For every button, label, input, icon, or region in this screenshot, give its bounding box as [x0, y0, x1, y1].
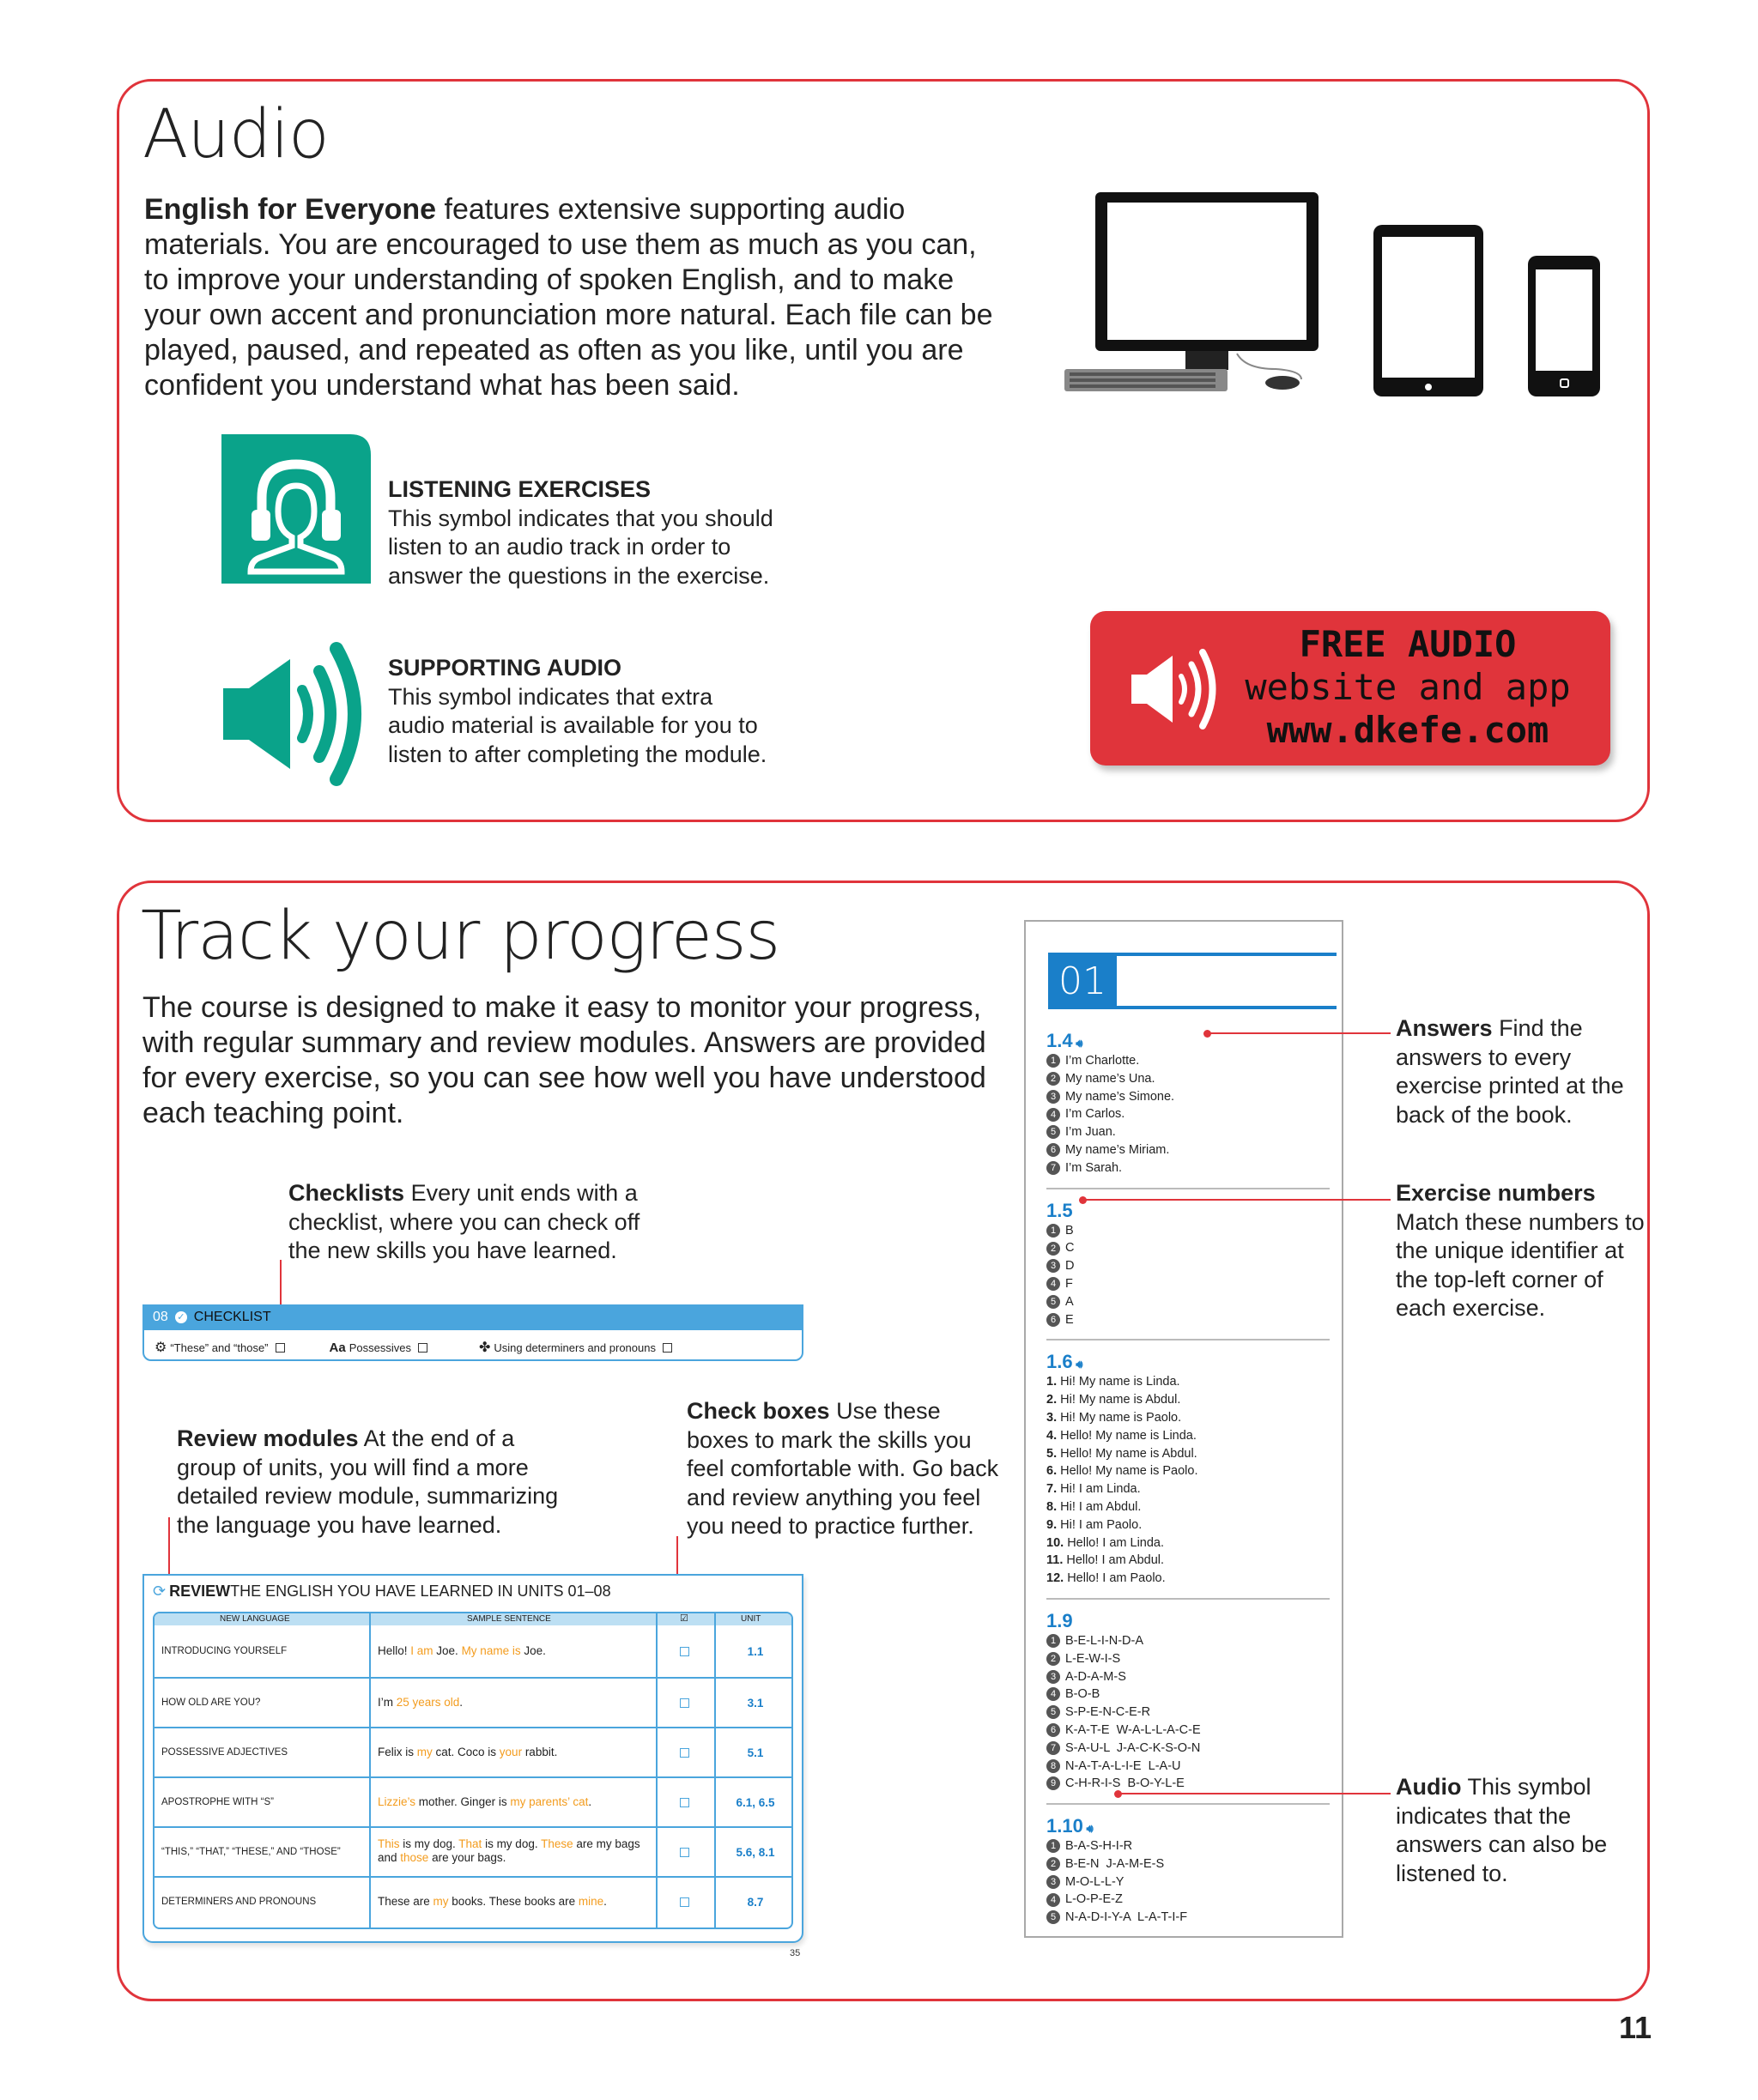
answer-number: 5 [1046, 1295, 1060, 1309]
answer-line [1046, 1891, 1330, 1909]
review-language-cell: DETERMINERS AND PRONOUNS [161, 1897, 317, 1907]
answers-unit-header [1048, 953, 1337, 1009]
answer-text: S-P-E-N-C-E-R [1065, 1705, 1151, 1720]
supporting-text: This symbol indicates that extra audio material is available for you to listen to after completing the module. [388, 683, 767, 767]
answers-text: Find the answers to every exercise printed at the back of the book. [1396, 1015, 1624, 1128]
answer-text: Hi! I am Linda. [1060, 1482, 1141, 1497]
answer-line [1046, 1516, 1330, 1534]
review-checkbox[interactable] [680, 1647, 689, 1656]
answer-number: 7 [1046, 1161, 1060, 1175]
answer-number: 12. [1046, 1571, 1068, 1586]
answer-number: 5 [1046, 1125, 1060, 1139]
answer-number: 6 [1046, 1313, 1060, 1327]
highlight-text: those [400, 1851, 429, 1864]
answers-pointer [1209, 1032, 1391, 1034]
review-unit-cell: 3.1 [747, 1696, 764, 1710]
checklists-text: Every unit ends with a checklist, where you can check off the new skills you have learned. [288, 1180, 640, 1263]
checklist-item-1: “These” and “those” [170, 1340, 269, 1354]
review-checkbox[interactable] [680, 1698, 689, 1708]
review-title-bold: REVIEW [169, 1583, 231, 1600]
answer-number: 7 [1046, 1741, 1060, 1755]
answer-line [1046, 1159, 1330, 1177]
exercise-id: 1.4 [1046, 1030, 1073, 1051]
sentence-text: Hello! [378, 1644, 411, 1657]
answer-text: My name’s Simone. [1065, 1089, 1175, 1104]
answer-text: Hello! My name is Paolo. [1060, 1464, 1198, 1479]
highlight-text: 25 years old [396, 1696, 460, 1709]
exercise-id: 1.9 [1046, 1609, 1073, 1631]
gears-icon: ⚙ [155, 1340, 167, 1355]
review-unit-cell: 6.1, 6.5 [736, 1795, 775, 1809]
answer-number: 8. [1046, 1499, 1061, 1514]
answer-line [1046, 1873, 1330, 1891]
answer-line [1046, 1293, 1330, 1311]
sentence-text: . [459, 1696, 464, 1709]
sentence-text: are your bags. [428, 1851, 506, 1864]
supporting-block [388, 654, 774, 769]
highlight-text: Lizzie’s [378, 1795, 416, 1808]
answer-number: 2 [1046, 1242, 1060, 1256]
sentence-text: I’m [378, 1696, 397, 1709]
answer-line [1046, 1052, 1330, 1070]
speaker-icon: 🔊︎ [1082, 1822, 1094, 1836]
answer-text: Hello! I am Abdul. [1066, 1553, 1165, 1568]
highlight-text: My name is [461, 1644, 521, 1657]
sentence-text: mother. Ginger is [415, 1795, 511, 1808]
review-sentence-cell [378, 1878, 651, 1926]
answer-text: L-E-W-I-S [1065, 1651, 1121, 1666]
answer-text: My name’s Miriam. [1065, 1142, 1170, 1157]
audio-intro-bold: English for Everyone [144, 193, 437, 226]
answer-section [1046, 1815, 1330, 1937]
checklists-caption [288, 1179, 649, 1266]
answer-number: 10. [1046, 1535, 1068, 1550]
review-unit-cell: 8.7 [747, 1895, 764, 1909]
answer-number: 1 [1046, 1839, 1060, 1853]
free-audio-line2: website and app [1245, 666, 1571, 708]
listening-text: This symbol indicates that you should listen to an audio track in order to answer the questions in the exercise. [388, 505, 773, 589]
answer-line [1046, 1427, 1330, 1445]
exercise-id: 1.5 [1046, 1199, 1073, 1221]
answer-text: I’m Sarah. [1065, 1160, 1123, 1175]
answer-number: 3. [1046, 1410, 1061, 1425]
answer-line [1046, 1668, 1330, 1686]
answer-number: 11. [1046, 1553, 1067, 1568]
answer-text: Hi! I am Paolo. [1060, 1517, 1143, 1532]
answer-number: 5. [1046, 1446, 1061, 1461]
answer-text: E [1065, 1312, 1074, 1327]
answer-text: I’m Charlotte. [1065, 1054, 1140, 1068]
answer-section [1046, 1030, 1330, 1189]
answer-number: 5 [1046, 1705, 1060, 1719]
answer-number: 3 [1046, 1875, 1060, 1889]
review-sentence-cell [378, 1679, 651, 1727]
answer-number: 6 [1046, 1143, 1060, 1157]
sentence-text: Joe. [520, 1644, 546, 1657]
answer-line [1046, 1552, 1330, 1570]
audio-intro [144, 192, 1003, 403]
answers-caption [1396, 1014, 1645, 1129]
review-check-cell [680, 1828, 697, 1876]
answers-sections [1046, 1030, 1330, 1947]
answer-text: N-A-T-A-L-I-E L-A-U [1065, 1758, 1181, 1773]
sentence-text: . [588, 1795, 592, 1808]
check-circle-icon: ✓ [175, 1311, 187, 1323]
review-language-cell: INTRODUCING YOURSELF [161, 1646, 288, 1656]
answer-text: Hello! My name is Abdul. [1060, 1446, 1197, 1461]
checkboxes-bold: Check boxes [687, 1398, 830, 1424]
answer-text: S-A-U-L J-A-C-K-S-O-N [1065, 1740, 1201, 1755]
review-unit-cell: 5.6, 8.1 [736, 1845, 775, 1859]
answer-line [1046, 1570, 1330, 1588]
answer-section [1046, 1610, 1330, 1805]
review-title [153, 1583, 611, 1601]
answer-text: M-O-L-L-Y [1065, 1874, 1125, 1889]
sentence-text: Felix is [378, 1746, 417, 1758]
checklist-bar [142, 1304, 803, 1361]
review-table-row [155, 1876, 793, 1924]
answer-line [1046, 1650, 1330, 1668]
audio-pointer [1119, 1793, 1391, 1794]
exnum-bold: Exercise numbers [1396, 1180, 1596, 1206]
answer-number: 7. [1046, 1482, 1061, 1497]
answer-line [1046, 1409, 1330, 1427]
answer-line [1046, 1855, 1330, 1873]
answer-number: 2 [1046, 1652, 1060, 1666]
checklist-items [155, 1339, 790, 1356]
answer-number: 1 [1046, 1224, 1060, 1238]
highlight-text: These [541, 1837, 573, 1850]
speaker-icon [1130, 642, 1224, 736]
review-checkbox[interactable] [680, 1897, 689, 1907]
speaker-icon [221, 638, 376, 790]
headphones-icon [221, 434, 371, 584]
answer-line [1046, 1088, 1330, 1106]
review-sentence-cell [378, 1728, 651, 1776]
answer-text: Hello! My name is Linda. [1060, 1428, 1197, 1443]
review-unit-cell: 5.1 [747, 1746, 764, 1759]
answer-text: A-D-A-M-S [1065, 1669, 1126, 1684]
highlight-text: This [378, 1837, 400, 1850]
col-header-sentence: SAMPLE SENTENCE [467, 1614, 551, 1624]
answer-number: 4 [1046, 1277, 1060, 1291]
review-checkbox[interactable] [680, 1748, 689, 1758]
review-language-cell: APOSTROPHE WITH “S” [161, 1797, 274, 1807]
answer-text: N-A-D-I-Y-A L-A-T-I-F [1065, 1910, 1188, 1925]
answer-line [1046, 1758, 1330, 1776]
highlight-text: mine [578, 1895, 604, 1908]
audio-symbol-text: This symbol indicates that the answers can also be listened to. [1396, 1774, 1608, 1886]
review-sentence-cell [378, 1778, 651, 1826]
answer-number: 1 [1046, 1054, 1060, 1068]
answer-text: C [1065, 1241, 1075, 1256]
answer-text: B-O-B [1065, 1687, 1100, 1702]
col-header-check-icon: ☑ [680, 1613, 688, 1624]
answer-line [1046, 1722, 1330, 1740]
exercise-number [1046, 1610, 1330, 1632]
checklist-label: CHECKLIST [193, 1310, 271, 1324]
highlight-text: my parents’ cat [510, 1795, 589, 1808]
answer-number: 4 [1046, 1687, 1060, 1701]
answer-line [1046, 1070, 1330, 1088]
speaker-icon: 🔊︎ [1072, 1358, 1083, 1371]
highlight-text: I am [410, 1644, 433, 1657]
answer-line [1046, 1239, 1330, 1257]
answer-text: Hello! I am Linda. [1067, 1535, 1165, 1550]
free-audio-line1: FREE AUDIO [1299, 623, 1517, 665]
highlight-text: your [499, 1746, 523, 1758]
review-unit-cell: 1.1 [747, 1644, 764, 1658]
answer-line [1046, 1275, 1330, 1293]
checklist-item-2: Possessives [349, 1340, 411, 1354]
checklist-checkbox-2[interactable] [418, 1343, 427, 1353]
checklist-item-3: Using determiners and pronouns [494, 1340, 656, 1354]
answer-line [1046, 1257, 1330, 1275]
answer-line [1046, 1775, 1330, 1793]
puzzle-icon: ✤ [478, 1340, 491, 1355]
sentence-text: is my dog. [482, 1837, 542, 1850]
review-caption [177, 1425, 572, 1540]
answer-number: 2 [1046, 1857, 1060, 1871]
progress-title: Track your progress [141, 898, 780, 975]
free-audio-badge[interactable] [1090, 611, 1610, 766]
review-check-cell [680, 1878, 697, 1926]
answer-section [1046, 1200, 1330, 1341]
answers-bold: Answers [1396, 1015, 1493, 1041]
highlight-text: my [433, 1895, 449, 1908]
answer-line [1046, 1909, 1330, 1927]
answer-number: 6. [1046, 1464, 1061, 1479]
review-language-cell: HOW OLD ARE YOU? [161, 1698, 261, 1708]
review-col-headers [155, 1613, 793, 1625]
answer-number: 8 [1046, 1759, 1060, 1773]
free-audio-line3: www.dkefe.com [1266, 709, 1549, 751]
answer-number: 9. [1046, 1517, 1061, 1532]
sentence-text: . [603, 1895, 607, 1908]
col-header-language: NEW LANGUAGE [220, 1614, 290, 1624]
answer-text: B-E-L-I-N-D-A [1065, 1633, 1144, 1648]
exercise-id: 1.10 [1046, 1815, 1083, 1837]
answer-number: 3 [1046, 1090, 1060, 1104]
answer-number: 4. [1046, 1428, 1061, 1443]
answer-line [1046, 1105, 1330, 1123]
answer-text: I’m Juan. [1065, 1125, 1116, 1140]
answers-unit-box [1048, 953, 1117, 1009]
answer-text: Hi! My name is Linda. [1060, 1375, 1180, 1389]
checklist-number: 08 [153, 1310, 168, 1324]
answers-unit-bottom-rule [1048, 1006, 1337, 1009]
sentence-text: rabbit. [522, 1746, 558, 1758]
answer-line [1046, 1373, 1330, 1391]
highlight-text: my [416, 1746, 433, 1758]
review-bold: Review modules [177, 1425, 359, 1451]
checklist-header [142, 1304, 803, 1330]
answer-line [1046, 1837, 1330, 1855]
answer-text: C-H-R-I-S B-O-Y-L-E [1065, 1776, 1185, 1791]
progress-intro: The course is designed to make it easy to monitor your progress, with regular summary and review modules. Answers are provided for every exercise, so you can see how well you have understood each teaching point. [142, 991, 986, 1129]
answer-line [1046, 1480, 1330, 1498]
listening-title: LISTENING EXERCISES [388, 476, 652, 502]
exnum-text: Match these numbers to the unique identifier at the top-left corner of each exercise. [1396, 1208, 1645, 1321]
answer-text: D [1065, 1259, 1075, 1274]
answer-number: 4 [1046, 1893, 1060, 1907]
review-table-row [155, 1627, 793, 1675]
review-cycle-icon: ⟳ [153, 1583, 167, 1600]
answer-line [1046, 1141, 1330, 1159]
answer-line [1046, 1222, 1330, 1240]
answer-number: 1. [1046, 1375, 1061, 1389]
review-check-cell [680, 1679, 697, 1727]
answer-text: B-E-N J-A-M-E-S [1065, 1856, 1165, 1871]
answer-text: F [1065, 1276, 1073, 1291]
answer-text: K-A-T-E W-A-L-L-A-C-E [1065, 1722, 1201, 1737]
review-text: At the end of a group of units, you will find a more detailed review module, summarizing the language you have learned. [177, 1425, 559, 1538]
answer-section [1046, 1351, 1330, 1600]
exercise-number [1046, 1351, 1330, 1373]
checklist-checkbox-3[interactable] [663, 1343, 672, 1353]
sentence-text: cat. Coco is [432, 1746, 500, 1758]
audio-title: Audio [142, 96, 329, 173]
speaker-icon: 🔊︎ [1072, 1037, 1083, 1050]
review-table [142, 1574, 803, 1958]
review-title-rest: THE ENGLISH YOU HAVE LEARNED IN UNITS 01–08 [230, 1583, 611, 1600]
listening-block [388, 475, 774, 590]
review-page-number: 35 [790, 1948, 801, 1958]
answer-line [1046, 1311, 1330, 1329]
answer-text: Hi! My name is Abdul. [1060, 1393, 1181, 1407]
review-language-cell: POSSESSIVE ADJECTIVES [161, 1747, 288, 1758]
answer-number: 3 [1046, 1259, 1060, 1273]
free-audio-text [1228, 623, 1588, 752]
answer-text: A [1065, 1294, 1074, 1309]
review-table-row [155, 1826, 793, 1874]
review-check-cell [680, 1778, 697, 1826]
review-table-row [155, 1727, 793, 1775]
review-language-cell: “THIS,” “THAT,” “THESE,” AND “THOSE” [161, 1847, 341, 1857]
answer-text: L-O-P-E-Z [1065, 1892, 1123, 1907]
answer-text: Hello! I am Paolo. [1067, 1571, 1166, 1586]
sentence-text: is my dog. [399, 1837, 459, 1850]
sentence-text: are my bags and [378, 1837, 640, 1864]
review-sentence-cell [378, 1627, 651, 1675]
review-sentence-cell [378, 1828, 651, 1876]
supporting-title: SUPPORTING AUDIO [388, 655, 622, 681]
checkboxes-caption [687, 1397, 1004, 1541]
review-table-row [155, 1677, 793, 1725]
checklists-bold: Checklists [288, 1180, 405, 1206]
answer-number: 5 [1046, 1910, 1060, 1924]
answer-line [1046, 1391, 1330, 1409]
answer-number: 3 [1046, 1670, 1060, 1684]
review-table-row [155, 1776, 793, 1825]
checklist-checkbox-1[interactable] [276, 1343, 285, 1353]
answers-page [1024, 920, 1343, 1938]
audio-symbol-caption [1396, 1773, 1645, 1888]
answer-text: Hi! My name is Paolo. [1060, 1410, 1182, 1425]
aa-icon: Aa [329, 1340, 346, 1355]
answer-text: B-A-S-H-I-R [1065, 1839, 1133, 1854]
review-check-cell [680, 1728, 697, 1776]
answer-number: 4 [1046, 1108, 1060, 1122]
answer-line [1046, 1534, 1330, 1552]
devices-illustration [1061, 189, 1610, 403]
exercise-number [1046, 1200, 1330, 1222]
answer-line [1046, 1704, 1330, 1722]
sentence-text: These are [378, 1895, 433, 1908]
answer-number: 6 [1046, 1723, 1060, 1737]
highlight-text: That [458, 1837, 482, 1850]
review-checkbox[interactable] [680, 1798, 689, 1807]
answer-number: 2. [1046, 1393, 1061, 1407]
answer-number: 9 [1046, 1776, 1060, 1790]
audio-symbol-bold: Audio [1396, 1774, 1462, 1800]
answer-line [1046, 1462, 1330, 1480]
review-checkbox[interactable] [680, 1848, 689, 1857]
answer-number: 1 [1046, 1634, 1060, 1648]
answer-text: My name’s Una. [1065, 1071, 1155, 1086]
exercise-id: 1.6 [1046, 1351, 1073, 1373]
answer-line [1046, 1123, 1330, 1141]
review-check-cell [680, 1627, 697, 1675]
col-header-unit: UNIT [741, 1614, 761, 1624]
answers-unit-number: 01 [1058, 959, 1106, 1003]
answer-line [1046, 1498, 1330, 1516]
answer-number: 2 [1046, 1072, 1060, 1086]
exnum-caption [1396, 1179, 1645, 1323]
answer-line [1046, 1740, 1330, 1758]
audio-intro-text: features extensive supporting audio materials. You are encouraged to use them as much as you can, to improve your understanding of spoken English, and to make your own accent and pronunciation more natural. Each file can be played, paused, and repeated as often as you like, until you are confident you understand what has been said. [144, 193, 993, 402]
answer-text: B [1065, 1223, 1074, 1238]
answer-line [1046, 1632, 1330, 1650]
answer-line [1046, 1445, 1330, 1463]
answer-text: Hi! I am Abdul. [1060, 1499, 1142, 1514]
answer-text: I’m Carlos. [1065, 1107, 1125, 1122]
review-inner [153, 1612, 793, 1929]
checkboxes-text: Use these boxes to mark the skills you feel comfortable with. Go back and review anything you feel you need to practice further. [687, 1398, 999, 1539]
sentence-text: books. These books are [448, 1895, 579, 1908]
page-number: 11 [1619, 2010, 1652, 2045]
exnum-pointer [1083, 1199, 1391, 1201]
sentence-text: Joe. [433, 1644, 462, 1657]
answer-line [1046, 1685, 1330, 1704]
exercise-number [1046, 1815, 1330, 1837]
